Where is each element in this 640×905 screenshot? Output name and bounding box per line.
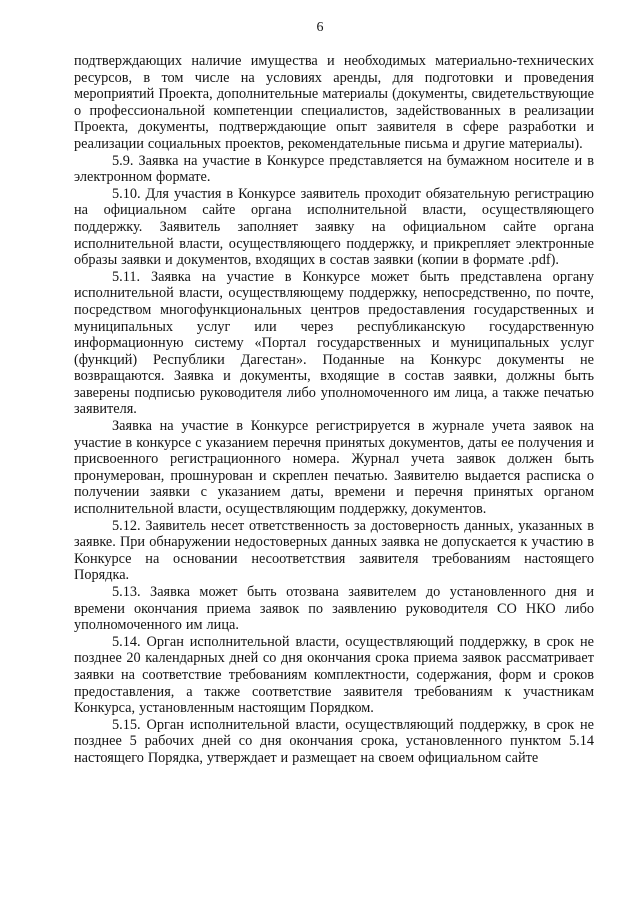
page-number: 6 — [316, 20, 324, 35]
paragraph-5-10: 5.10. Для участия в Конкурсе заявитель проходит обязательную регистрацию на официальном сайте органа исполнительной власти, осуществляющего поддержку. Заявитель заполняет заявку на официальном сайте органа исполнительной власти, осуществляющего поддержку, и прикрепляет электронные образы заявки и документов, входящих в состав заявки (копии в формате .pdf). — [74, 185, 594, 269]
paragraph-5-11: 5.11. Заявка на участие в Конкурсе может быть представлена органу исполнительной власти, осуществляющему поддержку, непосредственно, по почте, посредством многофункциональных центров предоставления государственных и муниципальных услуг или через республиканскую государственную информационную систему «Портал государственных и муниципальных услуг (функций) Республики Дагестан». Поданные на Конкурс документы не возвращаются. Заявка и документы, входящие в состав заявки, должны быть заверены подписью руководителя либо уполномоченного им лица, а также печатью заявителя. — [74, 268, 594, 418]
paragraph-5-14: 5.14. Орган исполнительной власти, осуществляющий поддержку, в срок не позднее 20 календарных дней со дня окончания срока приема заявок рассматривает заявки на соответствие требованиям комплектности, содержания, форм и сроков предоставления, а также соответствие заявителя требованиям к участникам Конкурса, установленным настоящим Порядком. — [74, 633, 594, 717]
document-body — [74, 53, 594, 767]
paragraph-5-12: 5.12. Заявитель несет ответственность за достоверность данных, указанных в заявке. При обнаружении недостоверных данных заявка не допускается к участию в Конкурсе на основании несоответствия заявителя требованиям настоящего Порядка. — [74, 517, 594, 584]
paragraph-continuation: подтверждающих наличие имущества и необходимых материально-технических ресурсов, в том числе на условиях аренды, для подготовки и проведения мероприятий Проекта, дополнительные материалы (документы, свидетельствующие о профессиональной компетенции специалистов, задействованных в реализации Проекта, документы, подтверждающие опыт заявителя в сфере разработки и реализации социальных проектов, рекомендательные письма и другие материалы). — [74, 53, 594, 152]
paragraph-5-13: 5.13. Заявка может быть отозвана заявителем до установленного дня и времени окончания приема заявок по заявлению руководителя СО НКО либо уполномоченного им лица. — [74, 584, 594, 634]
paragraph-5-15: 5.15. Орган исполнительной власти, осуществляющий поддержку, в срок не позднее 5 рабочих дней со дня окончания срока, установленного пунктом 5.14 настоящего Порядка, утверждает и размещает на своем официальном сайте — [74, 716, 594, 766]
paragraph-5-9: 5.9. Заявка на участие в Конкурсе представляется на бумажном носителе и в электронном формате. — [74, 152, 594, 186]
paragraph-5-11-registration: Заявка на участие в Конкурсе регистрируется в журнале учета заявок на участие в конкурсе с указанием перечня принятых документов, даты ее получения и присвоенного регистрационного номера. Журнал учета заявок должен быть пронумерован, прошнурован и скреплен печатью. Заявителю выдается расписка о получении заявки с указанием даты, времени и перечня принятых органом исполнительной власти, осуществляющим поддержку, документов. — [74, 418, 594, 518]
